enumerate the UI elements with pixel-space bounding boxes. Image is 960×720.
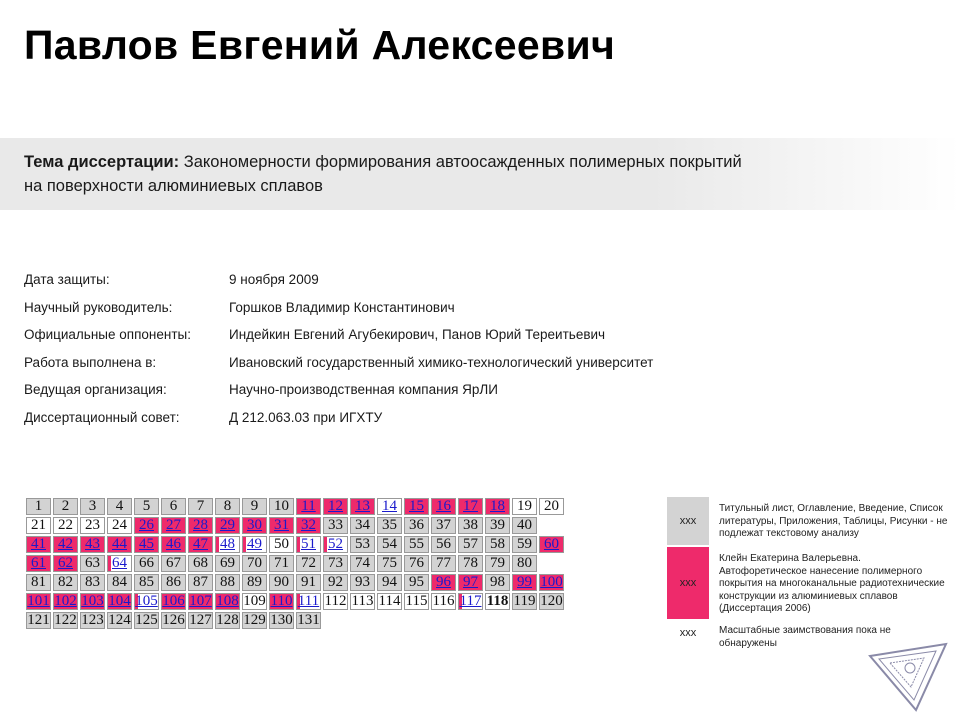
page-cell: 23 xyxy=(79,516,106,535)
page-cell[interactable] xyxy=(403,497,430,516)
page-cell[interactable] xyxy=(25,554,52,573)
page-cell[interactable] xyxy=(52,535,79,554)
page-link[interactable]: 43 xyxy=(85,536,100,552)
page-cell: 70 xyxy=(241,554,268,573)
page-cell[interactable] xyxy=(187,516,214,535)
page-cell[interactable] xyxy=(187,535,214,554)
page-link[interactable]: 26 xyxy=(139,517,154,533)
page-cell: 22 xyxy=(52,516,79,535)
page-cell[interactable] xyxy=(241,516,268,535)
page-cell[interactable] xyxy=(457,592,484,611)
page-cell: 121 xyxy=(25,611,52,630)
page-cell: 84 xyxy=(106,573,133,592)
page-cell[interactable] xyxy=(322,535,349,554)
page-cell: 69 xyxy=(214,554,241,573)
page-cell: 33 xyxy=(322,516,349,535)
page-link[interactable]: 52 xyxy=(328,536,343,552)
page-cell[interactable] xyxy=(25,535,52,554)
page-link[interactable]: 60 xyxy=(544,536,559,552)
page-cell: 38 xyxy=(457,516,484,535)
page-cell[interactable] xyxy=(295,535,322,554)
page-cell: 124 xyxy=(106,611,133,630)
page-link[interactable]: 106 xyxy=(162,593,185,609)
page-link[interactable]: 102 xyxy=(54,593,77,609)
page-link[interactable]: 103 xyxy=(81,593,104,609)
page-link[interactable]: 46 xyxy=(166,536,181,552)
page-cell xyxy=(430,611,457,630)
page-link[interactable]: 29 xyxy=(220,517,235,533)
page-cell[interactable] xyxy=(187,592,214,611)
page-link[interactable]: 51 xyxy=(301,536,316,552)
page-cell: 66 xyxy=(133,554,160,573)
page-link[interactable]: 111 xyxy=(297,593,320,609)
legend-text: Масштабные заимствования пока не обнаружены xyxy=(719,625,891,649)
page-cell: 1 xyxy=(25,497,52,516)
info-label: Научный руководитель: xyxy=(24,299,173,315)
page-cell: 116 xyxy=(430,592,457,611)
page-cell: 7 xyxy=(187,497,214,516)
topic-line2: на поверхности алюминиевых сплавов xyxy=(24,177,323,195)
page-link[interactable]: 13 xyxy=(355,498,370,514)
page-cell: 89 xyxy=(241,573,268,592)
page-cell: 118 xyxy=(484,592,511,611)
page-cell: 98 xyxy=(484,573,511,592)
info-value: Д 212.063.03 при ИГХТУ xyxy=(229,409,383,425)
page-cell: 2 xyxy=(52,497,79,516)
page-cell: 88 xyxy=(214,573,241,592)
page-cell: 86 xyxy=(160,573,187,592)
info-value: Научно-производственная компания ЯрЛИ xyxy=(229,382,498,397)
page-link[interactable]: 28 xyxy=(193,517,208,533)
page-cell[interactable] xyxy=(538,535,565,554)
legend-swatch: xxx xyxy=(667,547,709,619)
page-cell: 73 xyxy=(322,554,349,573)
page-cell: 4 xyxy=(106,497,133,516)
page-cell[interactable] xyxy=(106,535,133,554)
page-cell: 75 xyxy=(376,554,403,573)
page-link[interactable]: 107 xyxy=(189,593,212,609)
page-cell[interactable] xyxy=(214,516,241,535)
page-cell: 59 xyxy=(511,535,538,554)
page-link[interactable]: 48 xyxy=(220,536,235,552)
page-cell[interactable] xyxy=(79,592,106,611)
page-link[interactable]: 32 xyxy=(301,517,316,533)
page-cell[interactable] xyxy=(322,497,349,516)
page-link[interactable]: 17 xyxy=(463,498,478,514)
page-cell: 39 xyxy=(484,516,511,535)
page-cell[interactable] xyxy=(241,535,268,554)
page-cell: 79 xyxy=(484,554,511,573)
page-link[interactable]: 100 xyxy=(540,574,563,590)
page-cell: 36 xyxy=(403,516,430,535)
page-link[interactable]: 15 xyxy=(409,498,424,514)
page-cell: 126 xyxy=(160,611,187,630)
page-cell: 91 xyxy=(295,573,322,592)
legend-swatch: xxx xyxy=(667,621,709,645)
page-cell: 77 xyxy=(430,554,457,573)
page-link[interactable]: 105 xyxy=(135,593,158,609)
page-link[interactable]: 110 xyxy=(270,593,293,609)
page-cell xyxy=(322,611,349,630)
info-label: Официальные оппоненты: xyxy=(24,327,191,342)
page-cell: 56 xyxy=(430,535,457,554)
page-cell: 80 xyxy=(511,554,538,573)
page-cell: 63 xyxy=(79,554,106,573)
page-link[interactable]: 49 xyxy=(247,536,262,552)
page-cell: 129 xyxy=(241,611,268,630)
page-cell[interactable] xyxy=(160,516,187,535)
page-cell xyxy=(484,611,511,630)
page-cell: 24 xyxy=(106,516,133,535)
page-cell: 93 xyxy=(349,573,376,592)
page-cell[interactable] xyxy=(52,554,79,573)
page-cell[interactable] xyxy=(106,592,133,611)
page-cell: 19 xyxy=(511,497,538,516)
page-cell[interactable] xyxy=(133,592,160,611)
page-link[interactable]: 27 xyxy=(166,517,181,533)
page-cell: 68 xyxy=(187,554,214,573)
page-cell: 119 xyxy=(511,592,538,611)
page-cell: 109 xyxy=(241,592,268,611)
page-cell: 71 xyxy=(268,554,295,573)
page-cell xyxy=(538,611,565,630)
page-cell: 114 xyxy=(376,592,403,611)
page-grid-row xyxy=(25,573,565,592)
page-link[interactable]: 104 xyxy=(108,593,131,609)
page-cell: 90 xyxy=(268,573,295,592)
page-link[interactable]: 61 xyxy=(31,555,46,571)
legend-text: Клейн Екатерина Валерьевна. Автофоретическое нанесение полимерного покрытия на многоканальные радиотехнические конструкции из алюминиевых сплавов (Диссертация 2006) xyxy=(719,553,945,614)
page-cell xyxy=(511,611,538,630)
page-cell: 8 xyxy=(214,497,241,516)
page-cell: 92 xyxy=(322,573,349,592)
page-cell xyxy=(349,611,376,630)
page-link[interactable]: 12 xyxy=(328,498,343,514)
page-cell: 87 xyxy=(187,573,214,592)
page-cell[interactable] xyxy=(295,516,322,535)
page-cell: 128 xyxy=(214,611,241,630)
page-link[interactable]: 42 xyxy=(58,536,73,552)
page-cell: 57 xyxy=(457,535,484,554)
page-cell[interactable] xyxy=(160,535,187,554)
page-cell[interactable] xyxy=(295,497,322,516)
page-link[interactable]: 62 xyxy=(58,555,73,571)
page-cell: 85 xyxy=(133,573,160,592)
page-cell: 115 xyxy=(403,592,430,611)
page-cell[interactable] xyxy=(430,497,457,516)
page-grid-row xyxy=(25,611,565,630)
info-label: Диссертационный совет: xyxy=(24,409,180,425)
legend-swatch: xxx xyxy=(667,497,709,545)
page-link[interactable]: 11 xyxy=(301,498,316,514)
page-grid-row xyxy=(25,592,565,611)
page-cell[interactable] xyxy=(268,592,295,611)
info-value: Ивановский государственный химико-технологический университет xyxy=(229,354,654,370)
page-cell: 53 xyxy=(349,535,376,554)
page-cell[interactable] xyxy=(457,573,484,592)
page-cell: 37 xyxy=(430,516,457,535)
antiplagiat-logo xyxy=(866,640,950,714)
info-label: Ведущая организация: xyxy=(24,382,167,397)
page-cell: 82 xyxy=(52,573,79,592)
topic-band xyxy=(0,138,960,210)
page-cell[interactable] xyxy=(538,573,565,592)
page-cell[interactable] xyxy=(511,573,538,592)
page-cell: 81 xyxy=(25,573,52,592)
page-link[interactable]: 108 xyxy=(216,593,239,609)
legend-text: Титульный лист, Оглавление, Введение, Список литературы, Приложения, Таблицы, Рисунки - не подлежат текстовому анализу xyxy=(719,503,948,539)
page-cell: 54 xyxy=(376,535,403,554)
page-cell: 10 xyxy=(268,497,295,516)
page-cell: 21 xyxy=(25,516,52,535)
page-cell: 67 xyxy=(160,554,187,573)
page-link[interactable]: 99 xyxy=(517,574,532,590)
page-grid-row xyxy=(25,554,565,573)
page-grid xyxy=(24,496,566,631)
page-cell: 78 xyxy=(457,554,484,573)
page-cell[interactable] xyxy=(52,592,79,611)
page-link[interactable]: 101 xyxy=(27,593,50,609)
page-cell: 76 xyxy=(403,554,430,573)
page-cell[interactable] xyxy=(457,497,484,516)
page-link[interactable]: 16 xyxy=(436,498,451,514)
info-value: 9 ноября 2009 xyxy=(229,272,319,287)
page-cell: 94 xyxy=(376,573,403,592)
info-label: Дата защиты: xyxy=(24,272,110,287)
page-cell: 6 xyxy=(160,497,187,516)
page-link[interactable]: 45 xyxy=(139,536,154,552)
page-cell[interactable] xyxy=(133,535,160,554)
page-cell: 55 xyxy=(403,535,430,554)
info-label: Работа выполнена в: xyxy=(24,354,157,370)
topic-label: Тема диссертации: xyxy=(24,153,180,171)
page-cell: 120 xyxy=(538,592,565,611)
page-grid-row xyxy=(25,516,565,535)
page-cell[interactable] xyxy=(430,573,457,592)
page-link[interactable]: 41 xyxy=(31,536,46,552)
page-grid-row xyxy=(25,497,565,516)
page-cell[interactable] xyxy=(214,592,241,611)
page-cell: 95 xyxy=(403,573,430,592)
page-grid-row xyxy=(25,535,565,554)
page-cell[interactable] xyxy=(214,535,241,554)
page-cell: 127 xyxy=(187,611,214,630)
page-link[interactable]: 18 xyxy=(490,498,505,514)
page-cell: 113 xyxy=(349,592,376,611)
page-link[interactable]: 96 xyxy=(436,574,451,590)
page-cell[interactable] xyxy=(160,592,187,611)
page-link[interactable]: 117 xyxy=(459,593,482,609)
page-cell: 35 xyxy=(376,516,403,535)
page-cell[interactable] xyxy=(268,516,295,535)
page-cell: 122 xyxy=(52,611,79,630)
page-cell: 125 xyxy=(133,611,160,630)
page-link[interactable]: 14 xyxy=(382,498,397,514)
page-title: Павлов Евгений Алексеевич xyxy=(24,22,616,68)
page-cell: 130 xyxy=(268,611,295,630)
page-link[interactable]: 97 xyxy=(463,574,478,590)
page-cell: 58 xyxy=(484,535,511,554)
page-cell xyxy=(457,611,484,630)
page-cell[interactable] xyxy=(295,592,322,611)
page-cell[interactable] xyxy=(79,535,106,554)
page-cell: 5 xyxy=(133,497,160,516)
page-cell: 83 xyxy=(79,573,106,592)
info-value: Горшков Владимир Константинович xyxy=(229,299,455,315)
page-cell: 131 xyxy=(295,611,322,630)
info-value: Индейкин Евгений Агубекирович, Панов Юрий Тереитьевич xyxy=(229,327,606,342)
page-cell xyxy=(403,611,430,630)
page-link[interactable]: 30 xyxy=(247,517,262,533)
page-cell xyxy=(538,516,565,535)
page-cell: 34 xyxy=(349,516,376,535)
dissertation-topic xyxy=(24,150,742,198)
page-cell: 112 xyxy=(322,592,349,611)
page-link[interactable]: 47 xyxy=(193,536,208,552)
page-link[interactable]: 44 xyxy=(112,536,127,552)
page-cell[interactable] xyxy=(349,497,376,516)
page-cell: 3 xyxy=(79,497,106,516)
page-cell[interactable] xyxy=(133,516,160,535)
page-cell: 40 xyxy=(511,516,538,535)
page-link[interactable]: 64 xyxy=(112,555,127,571)
page-cell[interactable] xyxy=(25,592,52,611)
page-cell xyxy=(376,611,403,630)
page-cell: 20 xyxy=(538,497,565,516)
page-cell[interactable] xyxy=(484,497,511,516)
page-cell[interactable] xyxy=(106,554,133,573)
page-cell: 72 xyxy=(295,554,322,573)
topic-line1: Закономерности формирования автоосажденных полимерных покрытий xyxy=(179,153,742,171)
page-link[interactable]: 31 xyxy=(274,517,289,533)
page-cell: 9 xyxy=(241,497,268,516)
page-cell xyxy=(538,554,565,573)
page-cell[interactable] xyxy=(376,497,403,516)
page-cell: 74 xyxy=(349,554,376,573)
page-cell: 50 xyxy=(268,535,295,554)
page-cell: 123 xyxy=(79,611,106,630)
